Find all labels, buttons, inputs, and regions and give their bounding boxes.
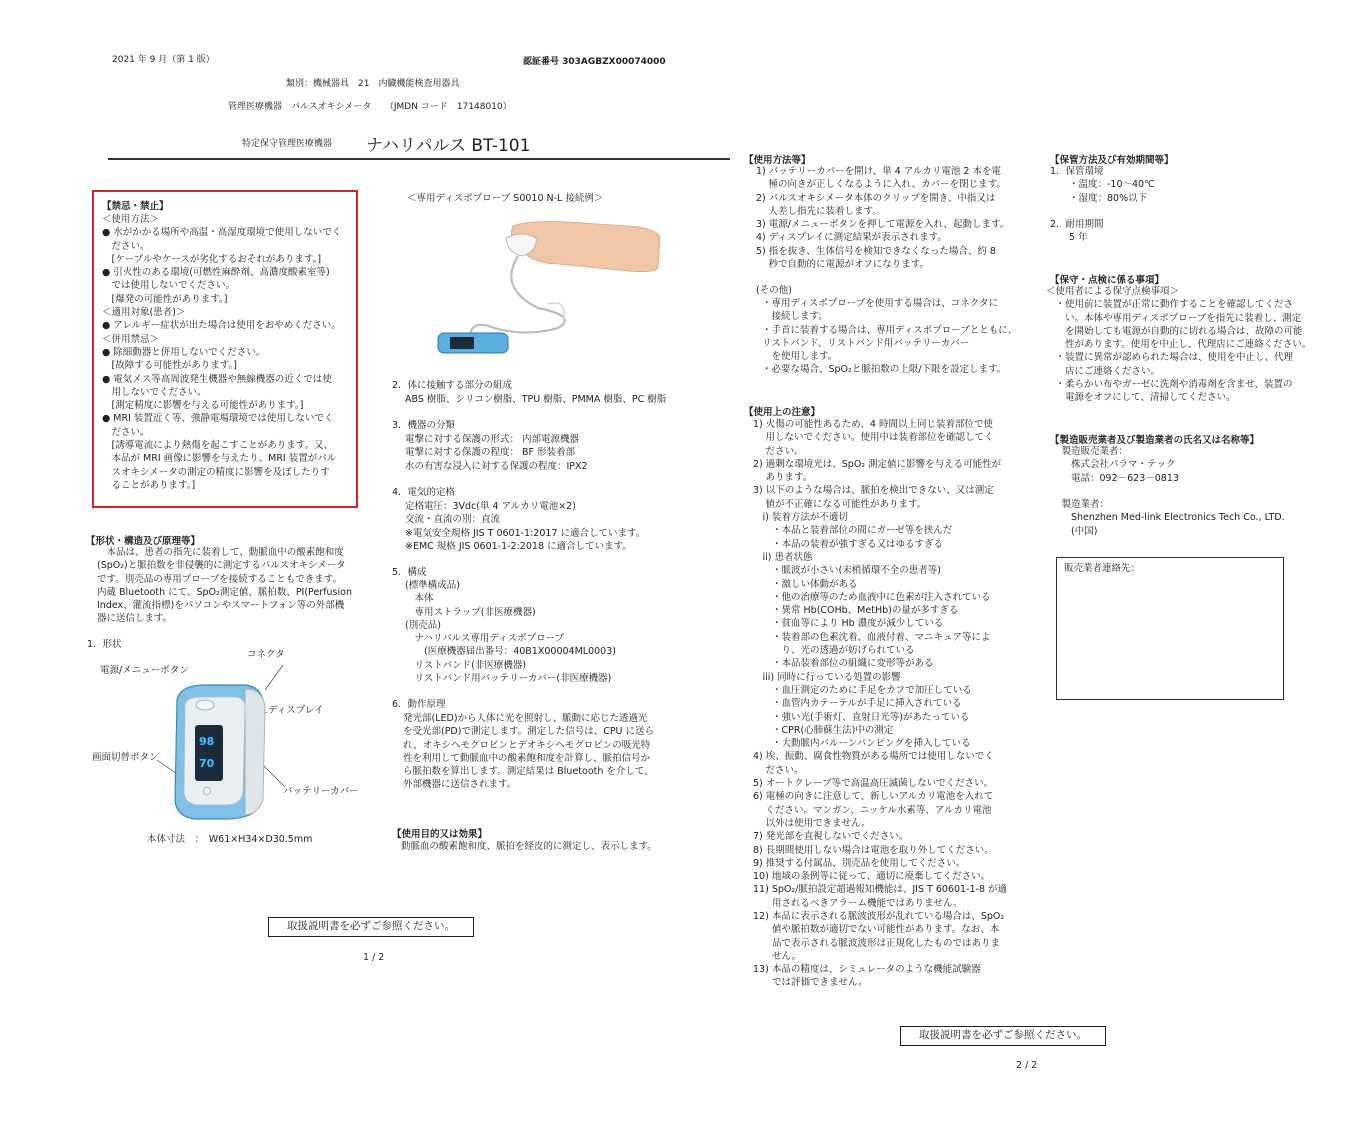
contraindication-line: スオキシメータの測定の精度に影響を及ぼしたりす <box>102 466 330 478</box>
caution-line: i) 装着方法が不適切 <box>753 512 848 524</box>
caution-line: ・異常 Hb(COHb、MetHb)の量が多すぎる <box>753 605 959 617</box>
storage-line: 2．耐用期間 <box>1050 219 1104 231</box>
page-number-1: 1 / 2 <box>363 952 385 963</box>
caution-title: 【使用上の注意】 <box>744 407 821 418</box>
configuration-line: 専用ストラップ(非医療機器) <box>405 606 536 618</box>
contraindication-line: ● 電気メス等高周波発生機器や無線機器の近くでは使 <box>102 373 332 385</box>
device-dimensions: 本体寸法 ： W61×H34×D30.5mm <box>147 834 313 845</box>
usage-other-line: ・必要な場合、SpO₂と脈拍数の上限/下限を設定します。 <box>762 364 1007 376</box>
caution-line: せん。 <box>753 950 802 962</box>
device-screen <box>195 725 223 781</box>
configuration-line: ナハリパルス専用ディスポプローブ <box>405 633 565 645</box>
usage-title: 【使用方法等】 <box>744 155 811 166</box>
caution-line: 10) 地域の条例等に従って、適切に廃棄してください。 <box>753 871 991 883</box>
classification-line: 電撃に対する保護の程度： BF 形装着部 <box>405 447 576 459</box>
caution-line: ii) 患者状態 <box>753 551 813 563</box>
usage-other-line: 接続します。 <box>762 311 828 323</box>
usage-line: 1) バッテリーカバーを開け、単 4 アルカリ電池 2 本を電 <box>756 166 1001 177</box>
principle-line: れ、オキシヘモグロビンとデオキシヘモグロビンの吸光特 <box>403 739 651 751</box>
caution-line: ・大動脈内バルーンパンピングを挿入している <box>753 738 971 750</box>
contraindication-line: [誘導電流により熱傷を起こすことがあります。又、 <box>102 440 333 452</box>
configuration-line: リストバンド用バッテリーカバー(非医療機器) <box>405 673 612 685</box>
switch-button <box>204 788 211 795</box>
shape-description-line: 器に送信します。 <box>97 613 173 625</box>
caution-line: 4) 埃、振動、腐食性物質がある場所では使用しないでく <box>753 751 994 763</box>
maker-line: 製造業者： <box>1052 499 1110 511</box>
storage-line: ・温度：-10～40℃ <box>1050 179 1155 191</box>
caution-line: 値や脈拍数が適切でない可能性があります。なお、本 <box>753 924 1000 936</box>
usage-line: 極の向きが正しくなるように入れ、カバーを閉じます。 <box>756 179 1006 191</box>
maker-line: (中国) <box>1052 525 1098 537</box>
configuration-line: (医療機器届出番号：40B1X00004ML0003) <box>405 646 616 658</box>
configuration-line: (標準構成品) <box>405 580 460 591</box>
caution-line: ・装着部の色素沈着、血液付着、マニキュア等によ <box>753 631 991 643</box>
maintenance-line: ＜使用者による保守点検事項＞ <box>1046 286 1180 297</box>
maintenance-line: ・使用前に装置が正常に動作することを確認してくださ <box>1046 299 1294 311</box>
usage-line: 3) 電源/メニューボタンを押して電源を入れ、起動します。 <box>756 219 1010 231</box>
maker-line: 電話：092－623－0813 <box>1052 472 1179 484</box>
contraindication-line: ● アレルギー症状が出た場合は使用をおやめください。 <box>102 320 341 332</box>
caution-line: 8) 長期間使用しない場合は電池を取り外してください。 <box>753 844 994 856</box>
maintenance-line: ・柔らかい布やガーゼに洗剤や消毒剤を含ませ、装置の <box>1046 379 1293 391</box>
label-display: ディスプレイ <box>268 705 324 716</box>
contraindication-line: ● 水がかかる場所や高温・高湿度環境で使用しないでく <box>102 227 342 239</box>
maintenance-line: 店にご連絡ください。 <box>1046 365 1161 377</box>
contraindication-title: 【禁忌・禁止】 <box>102 201 169 212</box>
probe-illustration <box>428 208 663 358</box>
issue-date: 2021 年 9 月（第 1 版） <box>112 55 215 65</box>
configuration-line: 本体 <box>405 593 434 605</box>
caution-line: 2) 過剰な環境光は、SpO₂ 測定値に影響を与える可能性が <box>753 458 1002 470</box>
caution-line: ・貧血等により Hb 濃度が減少している <box>753 618 944 630</box>
shape-description-line: (SpO₂)と脈拍数を非侵襲的に測定するパルスオキシメータ <box>97 560 346 572</box>
title-divider <box>108 158 730 160</box>
label-connector: コネクタ <box>247 649 285 660</box>
contraindication-box <box>92 190 358 508</box>
electrical-rating-line: ※EMC 規格 JIS 0601-1-2:2018 に適合しています。 <box>405 540 632 552</box>
caution-line: ・本品の装着が強すぎる又はゆるすぎる <box>753 538 944 550</box>
caution-line: あります。 <box>753 472 813 484</box>
caution-line: ください。マンガン、ニッケル水素等、アルカリ電池 <box>753 804 992 816</box>
section-6-title: 6．動作原理 <box>392 699 446 710</box>
section-2-title: 2．体に接触する部分の組成 <box>392 380 513 391</box>
section-5-title: 5．構成 <box>392 567 427 578</box>
electrical-rating-line: ※電気安全規格 JIS T 0601-1:2017 に適合しています。 <box>405 527 646 539</box>
configuration-line: (別売品) <box>405 619 441 631</box>
usage-line: 秒で自動的に電源がオフになります。 <box>756 259 929 271</box>
probe-cable <box>470 256 565 343</box>
maintenance-line: 電源をオフにして、清掃してください。 <box>1046 392 1236 404</box>
page-number-2: 2 / 2 <box>1016 1060 1038 1071</box>
caution-line: 以外は使用できません。 <box>753 817 871 829</box>
caution-line: 値が不正確になる可能性があります。 <box>753 498 927 510</box>
shape-description-line: です。別売品の専用プローブを接続することもできます。 <box>97 573 343 585</box>
caution-line: ・血管内カテーテルが手足に挿入されている <box>753 698 962 710</box>
maker-line: 製造販売業者： <box>1052 446 1129 457</box>
electrical-rating-line: 交流・直流の別：直流 <box>405 514 501 526</box>
special-maintenance-label: 特定保守管理医療機器 <box>242 139 333 149</box>
manual-note-page1: 取扱説明書を必ずご参照ください。 <box>268 917 474 937</box>
shape-description-line: 内蔵 Bluetooth にて、SpO₂測定値、脈拍数、PI(Perfusion <box>97 586 352 598</box>
contraindication-line: ＜適用対象(患者)＞ <box>102 307 186 319</box>
device-category: 類別：機械器具 21 内臓機能検査用器具 <box>286 79 460 89</box>
leader-line-battery <box>263 765 285 787</box>
classification-line: 水の有害な浸入に対する保護の程度：IPX2 <box>405 460 588 472</box>
caution-line: ださい。 <box>753 764 804 776</box>
device-side-panel <box>245 689 265 815</box>
maker-line: Shenzhen Med-link Electronics Tech Co., LTD. <box>1052 512 1285 524</box>
caution-line: ・本品装着部位の組織に変形等がある <box>753 658 934 670</box>
caution-line: ・激しい体動がある <box>753 578 858 590</box>
contraindication-line: ● MRI 装置近く等、強静電場環境では使用しないでく <box>102 413 334 425</box>
maintenance-title: 【保守・点検に係る事項】 <box>1050 275 1165 286</box>
maintenance-line: ・装置に異常が認められた場合は、使用を中止し、代理 <box>1046 352 1294 364</box>
caution-line: 13) 本品の精度は、シミュレータのような機能試験器 <box>753 964 981 976</box>
contraindication-line: ● 引火性のある環境(可燃性麻酔剤、高濃度酸素室等) <box>102 267 330 279</box>
contraindication-line: ＜併用禁忌＞ <box>102 333 160 345</box>
contraindication-line: ることがあります。] <box>102 479 196 491</box>
contraindication-line: [ケーブルやケースが劣化するおそれがあります。] <box>102 253 322 265</box>
distributor-contact-label: 販売業者連絡先： <box>1064 563 1141 574</box>
maintenance-line: 性があります。使用を中止し、代理店にご連絡ください。 <box>1046 339 1312 351</box>
leader-line-connector <box>265 665 283 690</box>
distributor-contact-box <box>1056 557 1284 700</box>
storage-title: 【保管方法及び有効期間等】 <box>1050 155 1174 166</box>
label-power-button: 電源/メニューボタン <box>100 665 189 676</box>
contraindication-line: ＜使用方法＞ <box>102 214 160 225</box>
purpose-text: 動脈血の酸素飽和度、脈拍を経皮的に測定し、表示します。 <box>401 841 657 852</box>
usage-line: 人差し指先に装着します。 <box>756 205 882 217</box>
maker-line <box>1052 485 1285 498</box>
caution-line: 12) 本品に表示される脈波波形が乱れている場合は、SpO₂ <box>753 910 1005 922</box>
storage-line: 5 年 <box>1050 232 1088 244</box>
label-switch-button: 画面切替ボタン <box>92 752 159 763</box>
contraindication-line: ● 除細動器と併用しないでください。 <box>102 346 266 358</box>
usage-line: 4) ディスプレイに測定結果が表示されます。 <box>756 232 947 244</box>
storage-line: ・湿度：80%以下 <box>1050 192 1148 204</box>
caution-line: 9) 推奨する付属品、別売品を使用してください。 <box>753 857 966 869</box>
caution-line: ・血圧測定のために手足をカフで加圧している <box>753 684 972 696</box>
caution-line: ・他の治療等のため血液中に色素が注入されている <box>753 591 991 603</box>
caution-line: ・本品と装着部位の間にガーゼ等を挟んだ <box>753 525 953 537</box>
caution-line: 用されるべきアラーム機能ではありません。 <box>753 897 963 909</box>
contraindication-line: ださい。 <box>102 426 150 438</box>
maker-title: 【製造販売業者及び製造業者の氏名又は名称等】 <box>1050 435 1260 446</box>
contraindication-line: 用しないでください。 <box>102 386 207 398</box>
contraindication-line: では使用しないでください。 <box>102 280 236 292</box>
principle-line: を受光部(PD)で測定します。測定した信号は、CPU に送ら <box>403 726 655 738</box>
label-battery-cover: バッテリーカバー <box>283 786 359 797</box>
caution-line: 5) オートクレーブ等で高温高圧滅菌しないでください。 <box>753 778 994 790</box>
configuration-line: リストバンド(非医療機器) <box>405 659 527 671</box>
contraindication-line: [測定精度に影響を与える可能性があります。] <box>102 400 304 412</box>
usage-other-line: を使用します。 <box>762 351 838 363</box>
probe-caption: ＜専用ディスポプローブ S0010 N-L 接続例＞ <box>407 193 604 204</box>
caution-line: ・脈波が小さい(末梢循環不全の患者等) <box>753 565 941 577</box>
device-class: 管理医療機器 パルスオキシメータ （JMDN コード 17148010） <box>228 102 512 112</box>
principle-line: ら脈拍数を算出します。測定結果は Bluetooth を介して、 <box>403 766 654 778</box>
usage-other-line: ・専用ディスポプローブを使用する場合は、コネクタに <box>762 298 999 309</box>
principle-line: 性を利用して動脈血中の酸素飽和度を計算し、脈拍信号か <box>403 752 651 764</box>
caution-line: iii) 同時に行っている処置の影響 <box>753 671 901 683</box>
section-2-text: ABS 樹脂、シリコン樹脂、TPU 樹脂、PMMA 樹脂、PC 樹脂 <box>405 394 667 405</box>
caution-line: 1) 火傷の可能性あるため、4 時間以上同じ装着部位で使 <box>753 419 993 430</box>
probe-device-screen <box>450 337 474 349</box>
caution-line: では評価できません。 <box>753 977 868 989</box>
power-button <box>196 700 214 710</box>
maintenance-line: い。本体や専用ディスポプローブを指先に装着し、測定 <box>1046 312 1302 324</box>
product-title: ナハリパルス BT-101 <box>366 136 531 156</box>
caution-line: 6) 電極の向きに注意して、新しいアルカリ電池を入れて <box>753 791 994 803</box>
usage-other-line: ・手首に装着する場合は、専用ディスポプローブとともに、リストバンド、リストバンド用バッテリーカバー <box>762 324 1018 349</box>
usage-line: 5) 指を抜き、生体信号を検知できなくなった場合、約 8 <box>756 245 996 257</box>
shape-description-line: Index、灌流指標)をパソコンやスマートフォン等の外部機 <box>97 600 345 612</box>
electrical-rating-line: 定格電圧：3Vdc(単 4 アルカリ電池×2) <box>405 501 576 512</box>
principle-line: 外部機器に送信されます。 <box>403 779 517 791</box>
principle-line: 発光部(LED)から人体に光を照射し、脈動に応じた透過光 <box>403 713 648 724</box>
caution-line: 用しないでください。使用中は装着部位を確認してく <box>753 432 994 444</box>
caution-line: 3) 以下のような場合は、脈拍を検出できない、又は測定 <box>753 485 994 497</box>
caution-line: り、光の透過が妨げられている <box>753 645 915 657</box>
form-label: 1．形状 <box>87 639 122 650</box>
caution-line: 品で表示される脈波波形は正規化したものではありま <box>753 937 1001 949</box>
certification-number: 認証番号 303AGBZX00074000 <box>523 57 666 67</box>
storage-line: 1．保管環境 <box>1050 166 1104 177</box>
manual-note-page2: 取扱説明書を必ずご参照ください。 <box>900 1026 1106 1046</box>
shape-description-line: 本品は、患者の指先に装着して、動脈血中の酸素飽和度 <box>97 547 344 558</box>
section-3-title: 3．機器の分類 <box>392 420 456 431</box>
shape-section-title: 【形状・構造及び原理等】 <box>86 536 201 547</box>
maintenance-line: を開始しても電源が自動的に切れる場合は、故障の可能 <box>1046 325 1303 337</box>
contraindication-line: [故障する可能性があります。] <box>102 360 237 372</box>
contraindication-line: 本品が MRI 画像に影響を与えたり、MRI 装置がパル <box>102 453 337 465</box>
section-4-title: 4．電気的定格 <box>392 487 456 498</box>
classification-line: 電撃に対する保護の形式： 内部電源機器 <box>405 434 580 445</box>
caution-line: ・強い光(手術灯、直射日光等)があたっている <box>753 711 970 723</box>
spo2-readout: 98 <box>199 735 215 748</box>
contraindication-line: ださい。 <box>102 240 150 252</box>
caution-line: 11) SpO₂/脈拍設定超過報知機能は、JIS T 60601-1-8 が適 <box>753 884 1008 896</box>
purpose-title: 【使用目的又は効果】 <box>392 829 488 840</box>
pr-readout: 70 <box>199 757 215 770</box>
caution-line: ・CPR(心肺蘇生法)中の測定 <box>753 724 894 736</box>
contraindication-line: [爆発の可能性があります。] <box>102 293 228 305</box>
storage-line <box>1050 205 1155 218</box>
maker-line: 株式会社パラマ・テック <box>1052 459 1176 471</box>
caution-line: ださい。 <box>753 445 804 457</box>
caution-line: 7) 発光部を直視しないでください。 <box>753 831 909 843</box>
other-title: (その他) <box>756 285 792 296</box>
usage-line: 2) パルスオキシメータ本体のクリップを開き、中指又は <box>756 192 996 204</box>
